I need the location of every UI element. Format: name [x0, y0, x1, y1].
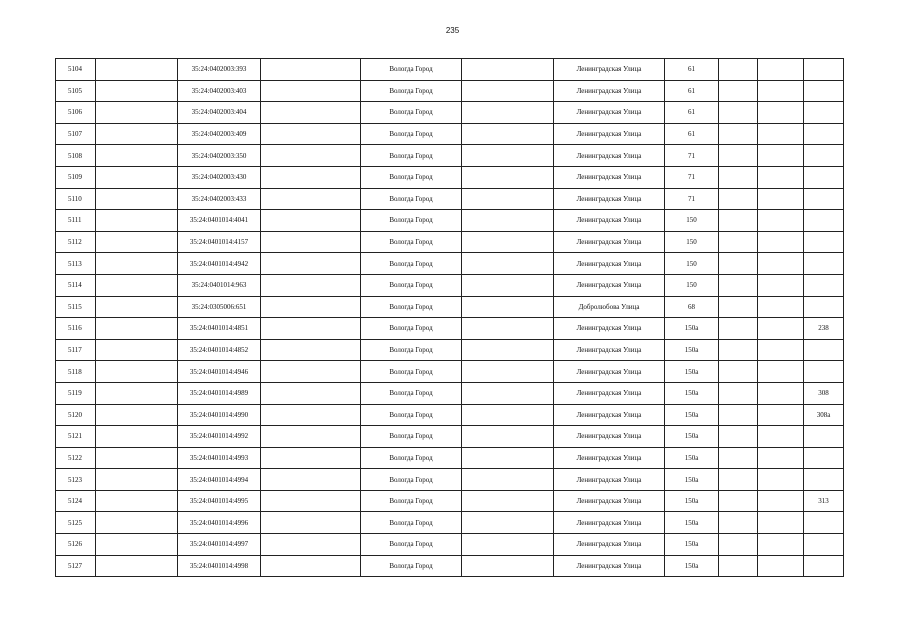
house-number-cell: 150а [665, 404, 719, 426]
empty-cell [758, 166, 804, 188]
city-cell: Вологда Город [361, 188, 462, 210]
empty-cell [261, 382, 361, 404]
empty-cell [261, 145, 361, 167]
cadastral-number-cell: 35:24:0402003:350 [178, 145, 261, 167]
empty-cell [758, 447, 804, 469]
house-number-cell: 71 [665, 166, 719, 188]
city-cell: Вологда Город [361, 512, 462, 534]
street-cell: Ленинградская Улица [554, 382, 665, 404]
empty-cell [261, 231, 361, 253]
cadastral-number-cell: 35:24:0305006:651 [178, 296, 261, 318]
apartment-cell [804, 102, 844, 124]
row-number-cell: 5109 [56, 166, 96, 188]
apartment-cell [804, 166, 844, 188]
table-row [56, 253, 844, 275]
house-number-cell: 150а [665, 469, 719, 491]
street-cell: Ленинградская Улица [554, 404, 665, 426]
city-cell: Вологда Город [361, 426, 462, 448]
empty-cell [261, 188, 361, 210]
empty-cell [758, 59, 804, 81]
empty-cell [96, 490, 178, 512]
registry-table [55, 58, 844, 577]
house-number-cell: 71 [665, 188, 719, 210]
apartment-cell [804, 534, 844, 556]
empty-cell [462, 318, 554, 340]
empty-cell [758, 253, 804, 275]
empty-cell [96, 469, 178, 491]
table-row [56, 210, 844, 232]
house-number-cell: 150 [665, 210, 719, 232]
row-number-cell: 5112 [56, 231, 96, 253]
table-row [56, 382, 844, 404]
cadastral-number-cell: 35:24:0401014:4851 [178, 318, 261, 340]
street-cell: Добролюбова Улица [554, 296, 665, 318]
empty-cell [758, 296, 804, 318]
street-cell: Ленинградская Улица [554, 166, 665, 188]
row-number-cell: 5118 [56, 361, 96, 383]
row-number-cell: 5122 [56, 447, 96, 469]
empty-cell [758, 512, 804, 534]
empty-cell [462, 534, 554, 556]
empty-cell [719, 210, 758, 232]
empty-cell [719, 555, 758, 577]
empty-cell [719, 102, 758, 124]
house-number-cell: 150а [665, 426, 719, 448]
city-cell: Вологда Город [361, 447, 462, 469]
apartment-cell [804, 210, 844, 232]
cadastral-number-cell: 35:24:0402003:433 [178, 188, 261, 210]
empty-cell [719, 80, 758, 102]
cadastral-number-cell: 35:24:0402003:404 [178, 102, 261, 124]
street-cell: Ленинградская Улица [554, 426, 665, 448]
empty-cell [719, 231, 758, 253]
empty-cell [96, 447, 178, 469]
empty-cell [96, 382, 178, 404]
empty-cell [758, 469, 804, 491]
table-row [56, 188, 844, 210]
empty-cell [96, 404, 178, 426]
empty-cell [96, 555, 178, 577]
empty-cell [719, 534, 758, 556]
table-row [56, 80, 844, 102]
empty-cell [261, 404, 361, 426]
apartment-cell [804, 188, 844, 210]
empty-cell [462, 447, 554, 469]
house-number-cell: 150 [665, 274, 719, 296]
empty-cell [261, 296, 361, 318]
row-number-cell: 5120 [56, 404, 96, 426]
empty-cell [719, 296, 758, 318]
row-number-cell: 5114 [56, 274, 96, 296]
city-cell: Вологда Город [361, 166, 462, 188]
empty-cell [462, 469, 554, 491]
cadastral-number-cell: 35:24:0401014:963 [178, 274, 261, 296]
table-row [56, 426, 844, 448]
empty-cell [758, 102, 804, 124]
table-row [56, 59, 844, 81]
empty-cell [758, 339, 804, 361]
apartment-cell [804, 296, 844, 318]
empty-cell [719, 166, 758, 188]
cadastral-number-cell: 35:24:0402003:430 [178, 166, 261, 188]
street-cell: Ленинградская Улица [554, 339, 665, 361]
empty-cell [758, 145, 804, 167]
city-cell: Вологда Город [361, 102, 462, 124]
table-row [56, 447, 844, 469]
apartment-cell [804, 253, 844, 275]
empty-cell [719, 469, 758, 491]
empty-cell [96, 426, 178, 448]
row-number-cell: 5121 [56, 426, 96, 448]
empty-cell [96, 231, 178, 253]
empty-cell [758, 382, 804, 404]
street-cell: Ленинградская Улица [554, 145, 665, 167]
empty-cell [261, 339, 361, 361]
house-number-cell: 150а [665, 534, 719, 556]
empty-cell [261, 274, 361, 296]
city-cell: Вологда Город [361, 382, 462, 404]
empty-cell [261, 426, 361, 448]
city-cell: Вологда Город [361, 318, 462, 340]
empty-cell [719, 490, 758, 512]
table-row [56, 166, 844, 188]
apartment-cell [804, 59, 844, 81]
house-number-cell: 61 [665, 59, 719, 81]
cadastral-number-cell: 35:24:0402003:409 [178, 123, 261, 145]
row-number-cell: 5117 [56, 339, 96, 361]
empty-cell [719, 59, 758, 81]
street-cell: Ленинградская Улица [554, 512, 665, 534]
table-row [56, 555, 844, 577]
empty-cell [96, 253, 178, 275]
empty-cell [758, 188, 804, 210]
table-row [56, 102, 844, 124]
house-number-cell: 150а [665, 512, 719, 534]
empty-cell [462, 102, 554, 124]
apartment-cell [804, 447, 844, 469]
city-cell: Вологда Город [361, 231, 462, 253]
city-cell: Вологда Город [361, 361, 462, 383]
empty-cell [462, 555, 554, 577]
empty-cell [719, 188, 758, 210]
cadastral-number-cell: 35:24:0401014:4157 [178, 231, 261, 253]
empty-cell [96, 80, 178, 102]
empty-cell [758, 274, 804, 296]
row-number-cell: 5111 [56, 210, 96, 232]
empty-cell [758, 80, 804, 102]
empty-cell [96, 339, 178, 361]
row-number-cell: 5104 [56, 59, 96, 81]
empty-cell [719, 145, 758, 167]
row-number-cell: 5125 [56, 512, 96, 534]
city-cell: Вологда Город [361, 534, 462, 556]
empty-cell [261, 123, 361, 145]
cadastral-number-cell: 35:24:0401014:4041 [178, 210, 261, 232]
row-number-cell: 5110 [56, 188, 96, 210]
street-cell: Ленинградская Улица [554, 469, 665, 491]
empty-cell [96, 145, 178, 167]
empty-cell [719, 274, 758, 296]
cadastral-number-cell: 35:24:0402003:393 [178, 59, 261, 81]
cadastral-number-cell: 35:24:0401014:4989 [178, 382, 261, 404]
empty-cell [758, 490, 804, 512]
cadastral-number-cell: 35:24:0401014:4995 [178, 490, 261, 512]
row-number-cell: 5108 [56, 145, 96, 167]
empty-cell [719, 426, 758, 448]
empty-cell [261, 253, 361, 275]
house-number-cell: 68 [665, 296, 719, 318]
apartment-cell: 313 [804, 490, 844, 512]
table-row [56, 231, 844, 253]
street-cell: Ленинградская Улица [554, 210, 665, 232]
street-cell: Ленинградская Улица [554, 318, 665, 340]
empty-cell [758, 426, 804, 448]
house-number-cell: 150а [665, 490, 719, 512]
cadastral-number-cell: 35:24:0401014:4998 [178, 555, 261, 577]
table-row [56, 296, 844, 318]
table-row [56, 361, 844, 383]
house-number-cell: 61 [665, 80, 719, 102]
street-cell: Ленинградская Улица [554, 80, 665, 102]
street-cell: Ленинградская Улица [554, 253, 665, 275]
empty-cell [96, 274, 178, 296]
empty-cell [96, 188, 178, 210]
page-number: 235 [445, 26, 460, 35]
house-number-cell: 150а [665, 339, 719, 361]
cadastral-number-cell: 35:24:0401014:4993 [178, 447, 261, 469]
empty-cell [261, 555, 361, 577]
cadastral-number-cell: 35:24:0401014:4942 [178, 253, 261, 275]
empty-cell [261, 534, 361, 556]
table-row [56, 534, 844, 556]
row-number-cell: 5116 [56, 318, 96, 340]
row-number-cell: 5127 [56, 555, 96, 577]
empty-cell [96, 296, 178, 318]
apartment-cell [804, 231, 844, 253]
empty-cell [96, 318, 178, 340]
table-row [56, 318, 844, 340]
street-cell: Ленинградская Улица [554, 59, 665, 81]
city-cell: Вологда Город [361, 59, 462, 81]
house-number-cell: 71 [665, 145, 719, 167]
apartment-cell [804, 123, 844, 145]
empty-cell [261, 166, 361, 188]
empty-cell [96, 210, 178, 232]
row-number-cell: 5123 [56, 469, 96, 491]
house-number-cell: 150 [665, 231, 719, 253]
empty-cell [758, 231, 804, 253]
empty-cell [261, 490, 361, 512]
house-number-cell: 61 [665, 102, 719, 124]
empty-cell [462, 188, 554, 210]
empty-cell [719, 447, 758, 469]
empty-cell [261, 210, 361, 232]
row-number-cell: 5115 [56, 296, 96, 318]
empty-cell [462, 296, 554, 318]
apartment-cell [804, 426, 844, 448]
empty-cell [261, 447, 361, 469]
city-cell: Вологда Город [361, 145, 462, 167]
city-cell: Вологда Город [361, 404, 462, 426]
row-number-cell: 5106 [56, 102, 96, 124]
apartment-cell [804, 274, 844, 296]
house-number-cell: 150а [665, 447, 719, 469]
apartment-cell [804, 555, 844, 577]
cadastral-number-cell: 35:24:0401014:4852 [178, 339, 261, 361]
row-number-cell: 5119 [56, 382, 96, 404]
empty-cell [261, 59, 361, 81]
city-cell: Вологда Город [361, 555, 462, 577]
empty-cell [462, 426, 554, 448]
cadastral-number-cell: 35:24:0401014:4992 [178, 426, 261, 448]
street-cell: Ленинградская Улица [554, 447, 665, 469]
house-number-cell: 150а [665, 361, 719, 383]
empty-cell [261, 80, 361, 102]
empty-cell [462, 490, 554, 512]
row-number-cell: 5105 [56, 80, 96, 102]
empty-cell [261, 469, 361, 491]
empty-cell [96, 59, 178, 81]
empty-cell [758, 123, 804, 145]
empty-cell [758, 534, 804, 556]
street-cell: Ленинградская Улица [554, 231, 665, 253]
street-cell: Ленинградская Улица [554, 188, 665, 210]
table-row [56, 123, 844, 145]
empty-cell [462, 512, 554, 534]
empty-cell [719, 339, 758, 361]
table-row [56, 339, 844, 361]
house-number-cell: 150а [665, 318, 719, 340]
cadastral-number-cell: 35:24:0401014:4997 [178, 534, 261, 556]
house-number-cell: 150 [665, 253, 719, 275]
table-row [56, 490, 844, 512]
table-row [56, 512, 844, 534]
empty-cell [462, 339, 554, 361]
empty-cell [96, 512, 178, 534]
empty-cell [758, 404, 804, 426]
empty-cell [96, 361, 178, 383]
empty-cell [758, 555, 804, 577]
house-number-cell: 61 [665, 123, 719, 145]
cadastral-number-cell: 35:24:0401014:4994 [178, 469, 261, 491]
city-cell: Вологда Город [361, 339, 462, 361]
city-cell: Вологда Город [361, 469, 462, 491]
empty-cell [758, 210, 804, 232]
apartment-cell: 308 [804, 382, 844, 404]
empty-cell [719, 361, 758, 383]
empty-cell [261, 318, 361, 340]
empty-cell [719, 382, 758, 404]
empty-cell [758, 318, 804, 340]
city-cell: Вологда Город [361, 80, 462, 102]
empty-cell [462, 231, 554, 253]
city-cell: Вологда Город [361, 274, 462, 296]
table-row [56, 274, 844, 296]
empty-cell [462, 145, 554, 167]
row-number-cell: 5107 [56, 123, 96, 145]
empty-cell [462, 80, 554, 102]
apartment-cell [804, 80, 844, 102]
empty-cell [462, 274, 554, 296]
empty-cell [719, 512, 758, 534]
city-cell: Вологда Город [361, 210, 462, 232]
empty-cell [96, 102, 178, 124]
street-cell: Ленинградская Улица [554, 555, 665, 577]
street-cell: Ленинградская Улица [554, 274, 665, 296]
city-cell: Вологда Город [361, 490, 462, 512]
apartment-cell [804, 145, 844, 167]
empty-cell [719, 404, 758, 426]
row-number-cell: 5124 [56, 490, 96, 512]
empty-cell [462, 382, 554, 404]
cadastral-number-cell: 35:24:0401014:4996 [178, 512, 261, 534]
street-cell: Ленинградская Улица [554, 534, 665, 556]
empty-cell [96, 534, 178, 556]
table-row [56, 145, 844, 167]
empty-cell [462, 253, 554, 275]
apartment-cell: 238 [804, 318, 844, 340]
apartment-cell [804, 339, 844, 361]
empty-cell [462, 123, 554, 145]
house-number-cell: 150а [665, 555, 719, 577]
row-number-cell: 5113 [56, 253, 96, 275]
house-number-cell: 150а [665, 382, 719, 404]
street-cell: Ленинградская Улица [554, 102, 665, 124]
street-cell: Ленинградская Улица [554, 123, 665, 145]
cadastral-number-cell: 35:24:0401014:4946 [178, 361, 261, 383]
empty-cell [462, 210, 554, 232]
apartment-cell [804, 361, 844, 383]
empty-cell [462, 361, 554, 383]
city-cell: Вологда Город [361, 253, 462, 275]
street-cell: Ленинградская Улица [554, 361, 665, 383]
empty-cell [261, 512, 361, 534]
cadastral-number-cell: 35:24:0401014:4990 [178, 404, 261, 426]
empty-cell [462, 166, 554, 188]
empty-cell [719, 123, 758, 145]
empty-cell [261, 361, 361, 383]
empty-cell [96, 123, 178, 145]
empty-cell [462, 59, 554, 81]
empty-cell [96, 166, 178, 188]
street-cell: Ленинградская Улица [554, 490, 665, 512]
empty-cell [758, 361, 804, 383]
city-cell: Вологда Город [361, 296, 462, 318]
apartment-cell: 308а [804, 404, 844, 426]
table-row [56, 404, 844, 426]
cadastral-number-cell: 35:24:0402003:403 [178, 80, 261, 102]
table-row [56, 469, 844, 491]
row-number-cell: 5126 [56, 534, 96, 556]
city-cell: Вологда Город [361, 123, 462, 145]
apartment-cell [804, 469, 844, 491]
empty-cell [719, 253, 758, 275]
empty-cell [462, 404, 554, 426]
empty-cell [719, 318, 758, 340]
empty-cell [261, 102, 361, 124]
apartment-cell [804, 512, 844, 534]
